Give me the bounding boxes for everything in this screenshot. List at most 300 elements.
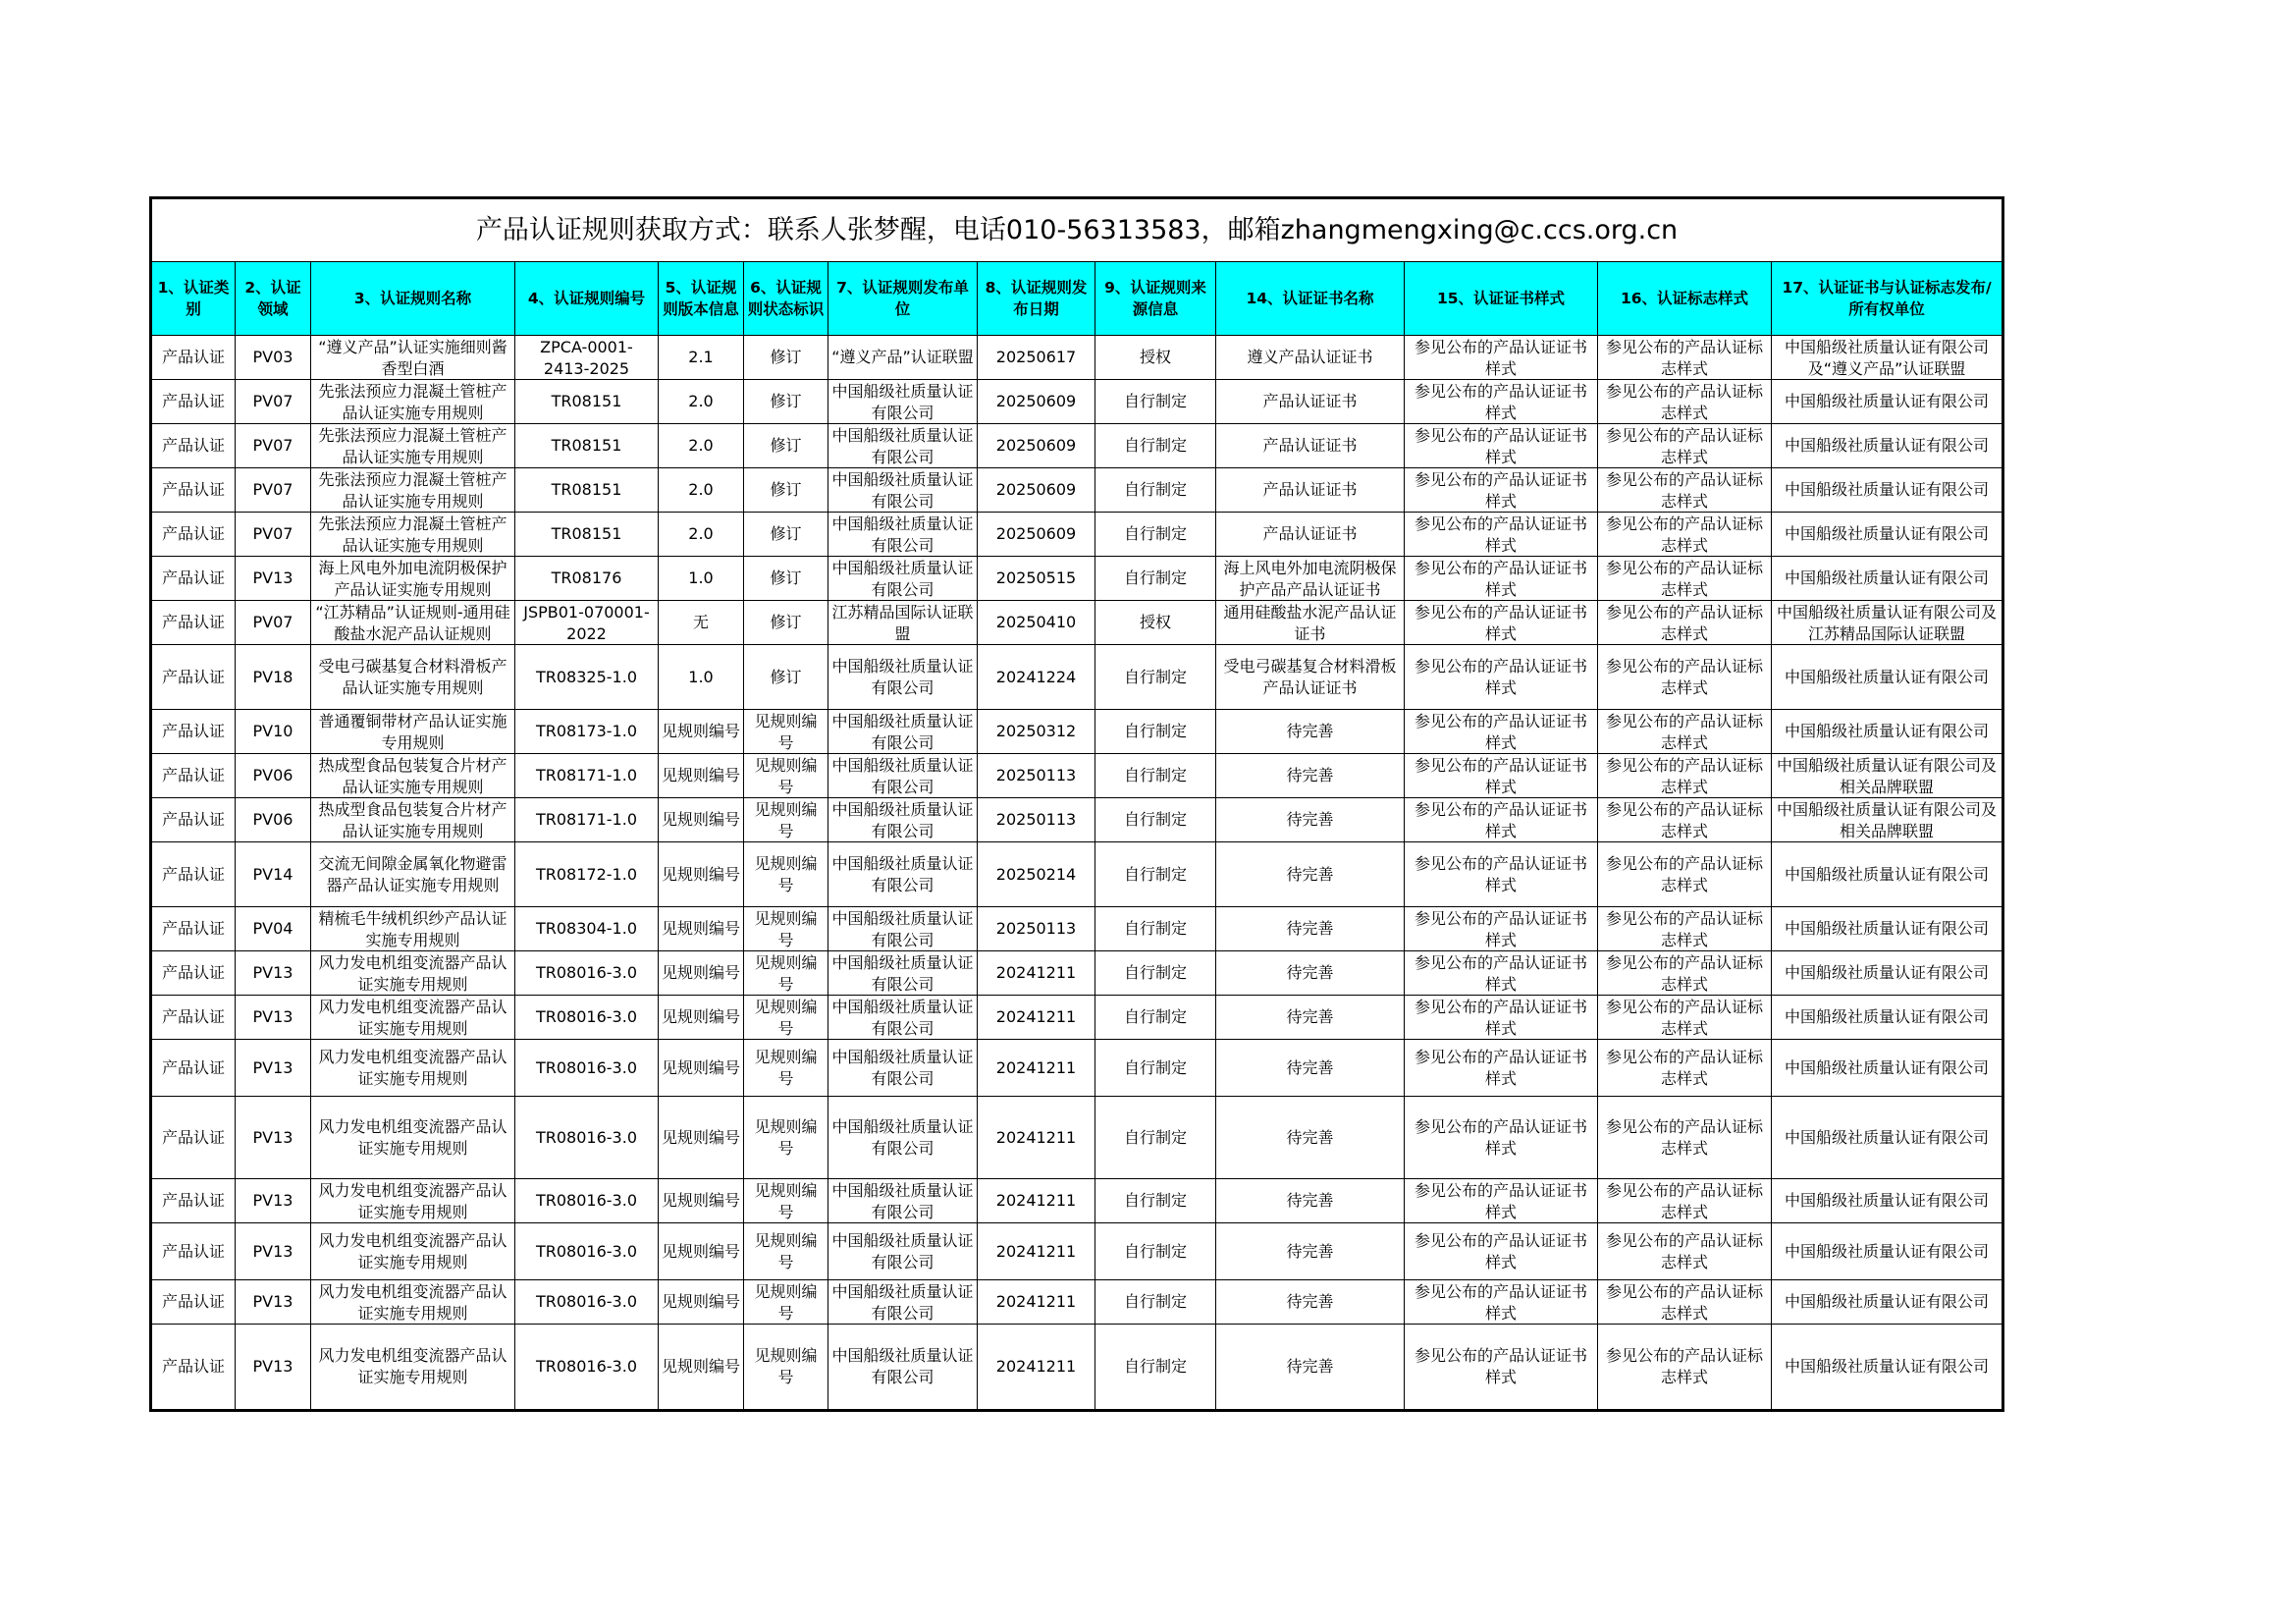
cell-category [151, 1097, 236, 1179]
cell-rule-number [515, 951, 659, 996]
cell-owner [1772, 798, 2003, 842]
cell-field [236, 907, 311, 951]
cell-status [744, 1223, 828, 1280]
cell-text: 产品认证 [161, 1057, 225, 1077]
table-row [151, 645, 2003, 710]
cell-text: 中国船级社质量认证有限公司 [1785, 1241, 1990, 1261]
cell-version [659, 1223, 744, 1280]
cell-text: 20241211 [995, 1057, 1077, 1077]
cell-cert-style [1405, 424, 1598, 468]
cell-mark-style [1598, 1179, 1772, 1223]
cell-text: TR08172-1.0 [535, 864, 637, 884]
cell-text: 产品认证 [161, 1127, 225, 1147]
cell-text: 见规则编号 [754, 1346, 818, 1386]
cell-version [659, 336, 744, 380]
cell-cert-name [1216, 645, 1405, 710]
cell-category [151, 710, 236, 754]
cell-field [236, 513, 311, 557]
cell-cert-style [1405, 468, 1598, 513]
cell-mark-style [1598, 754, 1772, 798]
cell-text: 修订 [770, 436, 802, 455]
cell-rule-number [515, 1179, 659, 1223]
cell-field [236, 798, 311, 842]
cell-source [1095, 1280, 1216, 1325]
cell-text: 中国船级社质量认证有限公司及相关品牌联盟 [1777, 755, 1998, 796]
cell-text: 见规则编号 [662, 1292, 740, 1311]
cell-cert-name [1216, 380, 1405, 424]
cell-rule-number [515, 513, 659, 557]
cell-text: 产品认证 [161, 524, 225, 543]
cell-version [659, 1280, 744, 1325]
cell-text: 待完善 [1286, 1241, 1334, 1261]
table-row [151, 601, 2003, 645]
cell-cert-name [1216, 601, 1405, 645]
cell-text: TR08176 [551, 568, 622, 587]
cell-text: 参见公布的产品认证证书样式 [1414, 1116, 1587, 1158]
cell-publisher [828, 380, 978, 424]
cell-cert-style [1405, 513, 1598, 557]
cell-mark-style [1598, 468, 1772, 513]
cell-text: 20250609 [995, 392, 1077, 410]
cell-version [659, 380, 744, 424]
table-row [151, 1280, 2003, 1325]
cell-text: 参见公布的产品认证标志样式 [1605, 558, 1763, 599]
cell-status [744, 645, 828, 710]
cell-category [151, 1179, 236, 1223]
cell-version [659, 1040, 744, 1097]
cell-rule-name [311, 1179, 515, 1223]
cell-publish-date [978, 754, 1095, 798]
cell-text: 中国船级社质量认证有限公司 [831, 1346, 974, 1386]
table-row [151, 842, 2003, 907]
cell-status [744, 1280, 828, 1325]
cell-publish-date [978, 996, 1095, 1040]
cell-text: PV13 [252, 1007, 294, 1026]
cell-status [744, 336, 828, 380]
cell-version [659, 842, 744, 907]
cell-text: 自行制定 [1123, 810, 1187, 829]
cell-text: 参见公布的产品认证标志样式 [1605, 514, 1763, 555]
cell-field [236, 842, 311, 907]
header-publisher: 7、认证规则发布单位 [828, 262, 978, 336]
cell-publisher [828, 710, 978, 754]
cell-text: 20250515 [995, 568, 1077, 587]
cell-text: 参见公布的产品认证证书样式 [1414, 425, 1587, 466]
cell-text: 中国船级社质量认证有限公司 [1785, 568, 1990, 587]
header-version: 5、认证规则版本信息 [659, 262, 744, 336]
cell-text: 风力发电机组变流器产品认证实施专用规则 [318, 1281, 507, 1323]
cell-owner [1772, 380, 2003, 424]
cell-text: 产品认证 [161, 1191, 225, 1210]
cell-text: 参见公布的产品认证证书样式 [1414, 1230, 1587, 1271]
cell-rule-name [311, 710, 515, 754]
cell-cert-name [1216, 710, 1405, 754]
cell-publish-date [978, 513, 1095, 557]
cell-cert-name [1216, 1179, 1405, 1223]
cell-text: 自行制定 [1123, 1241, 1187, 1261]
cell-text: 见规则编号 [662, 1191, 740, 1210]
cell-publish-date [978, 710, 1095, 754]
cell-version [659, 645, 744, 710]
cell-rule-number [515, 336, 659, 380]
cell-text: 自行制定 [1123, 480, 1187, 499]
cell-text: 风力发电机组变流器产品认证实施专用规则 [318, 997, 507, 1038]
cell-text: 参见公布的产品认证证书样式 [1414, 1047, 1587, 1088]
cell-text: 修订 [770, 524, 802, 543]
cell-mark-style [1598, 380, 1772, 424]
cell-text: 中国船级社质量认证有限公司 [1785, 1127, 1990, 1147]
cell-text: TR08151 [551, 436, 622, 455]
cell-field [236, 1097, 311, 1179]
table-row [151, 336, 2003, 380]
cell-text: 风力发电机组变流器产品认证实施专用规则 [318, 952, 507, 994]
cell-text: 中国船级社质量认证有限公司及相关品牌联盟 [1777, 799, 1998, 840]
cell-text: 修订 [770, 568, 802, 587]
cell-publish-date [978, 424, 1095, 468]
cell-rule-name [311, 601, 515, 645]
cell-text: 产品认证 [161, 613, 225, 631]
cell-text: PV13 [252, 963, 294, 982]
cell-text: TR08151 [551, 524, 622, 543]
cell-text: 中国船级社质量认证有限公司 [831, 755, 974, 796]
cell-text: 精梳毛牛绒机织纱产品认证实施专用规则 [318, 908, 507, 949]
table-row [151, 798, 2003, 842]
cell-text: 20241211 [995, 1127, 1077, 1147]
cell-text: 中国船级社质量认证有限公司 [831, 1281, 974, 1323]
cell-source [1095, 557, 1216, 601]
cell-owner [1772, 996, 2003, 1040]
header-cert-style: 15、认证证书样式 [1405, 262, 1598, 336]
cell-mark-style [1598, 951, 1772, 996]
header-rule-number: 4、认证规则编号 [515, 262, 659, 336]
cell-rule-name [311, 380, 515, 424]
cell-text: 待完善 [1286, 1357, 1334, 1376]
cell-text: 见规则编号 [754, 1180, 818, 1221]
cell-status [744, 380, 828, 424]
cell-publisher [828, 557, 978, 601]
cell-publisher [828, 513, 978, 557]
cell-source [1095, 645, 1216, 710]
cell-text: 无 [692, 613, 709, 631]
cell-mark-style [1598, 557, 1772, 601]
cell-text: PV13 [252, 1127, 294, 1147]
cell-text: 产品认证 [161, 667, 225, 686]
cell-text: 参见公布的产品认证证书样式 [1414, 514, 1587, 555]
cell-text: 授权 [1139, 613, 1171, 631]
cell-publish-date [978, 1325, 1095, 1411]
cell-category [151, 468, 236, 513]
cell-text: 自行制定 [1123, 1357, 1187, 1376]
cell-text: 见规则编号 [754, 1281, 818, 1323]
cell-text: 参见公布的产品认证标志样式 [1605, 755, 1763, 796]
cell-cert-style [1405, 907, 1598, 951]
cell-text: TR08016-3.0 [535, 1007, 637, 1026]
cell-cert-style [1405, 951, 1598, 996]
cell-publish-date [978, 951, 1095, 996]
cell-text: 20250113 [995, 810, 1077, 829]
cell-publisher [828, 842, 978, 907]
cell-owner [1772, 601, 2003, 645]
cell-text: 待完善 [1286, 766, 1334, 784]
cell-field [236, 336, 311, 380]
cell-text: TR08016-3.0 [535, 1241, 637, 1261]
cell-source [1095, 951, 1216, 996]
cell-owner [1772, 754, 2003, 798]
cell-text: 风力发电机组变流器产品认证实施专用规则 [318, 1116, 507, 1158]
cell-text: 1.0 [688, 667, 714, 686]
cell-text: 见规则编号 [662, 766, 740, 784]
cell-category [151, 557, 236, 601]
cell-text: 参见公布的产品认证证书样式 [1414, 381, 1587, 422]
cell-cert-style [1405, 798, 1598, 842]
cell-mark-style [1598, 513, 1772, 557]
cell-cert-name [1216, 907, 1405, 951]
cell-version [659, 754, 744, 798]
cell-text: 产品认证证书 [1262, 436, 1358, 455]
cell-text: 修订 [770, 480, 802, 499]
cell-source [1095, 336, 1216, 380]
cell-text: 见规则编号 [754, 799, 818, 840]
cell-text: 20250609 [995, 436, 1077, 455]
cell-rule-name [311, 842, 515, 907]
cell-text: 自行制定 [1123, 524, 1187, 543]
cell-owner [1772, 645, 2003, 710]
cell-text: TR08325-1.0 [535, 667, 637, 686]
cell-category [151, 1325, 236, 1411]
cell-field [236, 557, 311, 601]
cell-rule-number [515, 1223, 659, 1280]
cell-text: 海上风电外加电流阴极保护产品认证实施专用规则 [318, 558, 507, 599]
cell-text: TR08016-3.0 [535, 1057, 637, 1077]
cell-text: 参见公布的产品认证证书样式 [1414, 755, 1587, 796]
cell-owner [1772, 424, 2003, 468]
cell-text: PV13 [252, 1057, 294, 1077]
cell-text: 见规则编号 [754, 908, 818, 949]
cell-text: TR08151 [551, 480, 622, 499]
cell-owner [1772, 1325, 2003, 1411]
cell-rule-name [311, 907, 515, 951]
cell-mark-style [1598, 1097, 1772, 1179]
cell-field [236, 1280, 311, 1325]
header-publish-date: 8、认证规则发布日期 [978, 262, 1095, 336]
cell-mark-style [1598, 1223, 1772, 1280]
cell-text: 参见公布的产品认证标志样式 [1605, 1230, 1763, 1271]
cell-owner [1772, 513, 2003, 557]
cell-status [744, 710, 828, 754]
cell-owner [1772, 907, 2003, 951]
cell-text: 见规则编号 [754, 997, 818, 1038]
cell-cert-name [1216, 1097, 1405, 1179]
cell-source [1095, 1325, 1216, 1411]
cell-status [744, 1179, 828, 1223]
cell-text: 中国船级社质量认证有限公司 [831, 469, 974, 511]
cell-text: 自行制定 [1123, 1191, 1187, 1210]
cell-version [659, 513, 744, 557]
cell-source [1095, 1097, 1216, 1179]
cell-text: 中国船级社质量认证有限公司 [831, 952, 974, 994]
cell-mark-style [1598, 601, 1772, 645]
cell-text: 中国船级社质量认证有限公司 [831, 656, 974, 697]
cell-rule-number [515, 754, 659, 798]
cell-publisher [828, 754, 978, 798]
cell-publisher [828, 601, 978, 645]
cell-mark-style [1598, 1040, 1772, 1097]
cell-text: 中国船级社质量认证有限公司 [831, 799, 974, 840]
cell-text: 参见公布的产品认证证书样式 [1414, 469, 1587, 511]
cell-category [151, 754, 236, 798]
cell-category [151, 951, 236, 996]
cell-status [744, 1040, 828, 1097]
cell-text: 见规则编号 [662, 963, 740, 982]
cell-text: 待完善 [1286, 864, 1334, 884]
cell-rule-name [311, 1325, 515, 1411]
cell-text: PV07 [252, 392, 294, 410]
cell-text: 中国船级社质量认证有限公司 [831, 1047, 974, 1088]
cell-rule-number [515, 798, 659, 842]
cell-rule-name [311, 1223, 515, 1280]
cell-text: 待完善 [1286, 1127, 1334, 1147]
cell-text: 待完善 [1286, 722, 1334, 740]
cell-cert-name [1216, 1325, 1405, 1411]
cell-cert-name [1216, 951, 1405, 996]
cell-rule-name [311, 1040, 515, 1097]
cell-status [744, 798, 828, 842]
cell-text: 见规则编号 [662, 722, 740, 740]
cell-version [659, 710, 744, 754]
cell-text: 见规则编号 [662, 810, 740, 829]
cell-cert-style [1405, 1179, 1598, 1223]
cell-text: 参见公布的产品认证标志样式 [1605, 997, 1763, 1038]
cell-text: 中国船级社质量认证有限公司及江苏精品国际认证联盟 [1777, 602, 1998, 643]
cell-text: 参见公布的产品认证标志样式 [1605, 1180, 1763, 1221]
cell-rule-name [311, 336, 515, 380]
cell-text: 先张法预应力混凝土管桩产品认证实施专用规则 [318, 425, 507, 466]
cell-cert-style [1405, 336, 1598, 380]
cell-text: 热成型食品包装复合片材产品认证实施专用规则 [318, 755, 507, 796]
cell-publish-date [978, 1097, 1095, 1179]
cell-publish-date [978, 907, 1095, 951]
cell-rule-number [515, 1040, 659, 1097]
cell-text: 通用硅酸盐水泥产品认证证书 [1223, 602, 1397, 643]
cell-text: TR08171-1.0 [535, 766, 637, 784]
cell-publish-date [978, 1040, 1095, 1097]
table-row [151, 1097, 2003, 1179]
cell-category [151, 380, 236, 424]
cell-text: 20250113 [995, 919, 1077, 938]
header-rule-name: 3、认证规则名称 [311, 262, 515, 336]
cell-text: 产品认证 [161, 864, 225, 884]
cell-text: 遵义产品认证证书 [1247, 348, 1373, 366]
cell-text: 产品认证 [161, 568, 225, 587]
cell-text: PV07 [252, 613, 294, 631]
cell-status [744, 601, 828, 645]
cell-text: 中国船级社质量认证有限公司 [1785, 392, 1990, 410]
cell-category [151, 798, 236, 842]
cell-text: 产品认证 [161, 348, 225, 366]
cell-publish-date [978, 645, 1095, 710]
table-row [151, 754, 2003, 798]
cell-text: 中国船级社质量认证有限公司 [1785, 919, 1990, 938]
cell-field [236, 601, 311, 645]
cell-text: 受电弓碳基复合材料滑板产品认证证书 [1223, 656, 1397, 697]
table-row [151, 996, 2003, 1040]
header-category: 1、认证类别 [151, 262, 236, 336]
cell-cert-name [1216, 513, 1405, 557]
cell-cert-style [1405, 1097, 1598, 1179]
cell-text: 20241211 [995, 1241, 1077, 1261]
cell-field [236, 380, 311, 424]
table-row [151, 1325, 2003, 1411]
cell-publisher [828, 336, 978, 380]
cell-text: ZPCA-0001-2413-2025 [540, 337, 633, 378]
cell-text: 受电弓碳基复合材料滑板产品认证实施专用规则 [318, 656, 507, 697]
cell-text: 见规则编号 [662, 919, 740, 938]
cell-text: 普通覆铜带材产品认证实施专用规则 [318, 711, 507, 752]
cell-text: 参见公布的产品认证证书样式 [1414, 1346, 1587, 1386]
cell-text: TR08016-3.0 [535, 1127, 637, 1147]
cell-cert-style [1405, 1223, 1598, 1280]
cell-cert-name [1216, 557, 1405, 601]
cell-category [151, 842, 236, 907]
cell-source [1095, 1179, 1216, 1223]
cell-text: 中国船级社质量认证有限公司 [831, 853, 974, 894]
cell-cert-style [1405, 557, 1598, 601]
cell-text: TR08016-3.0 [535, 1292, 637, 1311]
cell-text: 2.0 [688, 524, 714, 543]
cell-text: 中国船级社质量认证有限公司 [831, 997, 974, 1038]
cell-text: 中国船级社质量认证有限公司 [1785, 963, 1990, 982]
cell-text: 产品认证 [161, 766, 225, 784]
cell-text: PV07 [252, 480, 294, 499]
cell-text: 20241211 [995, 1191, 1077, 1210]
cell-publish-date [978, 601, 1095, 645]
cell-text: 参见公布的产品认证标志样式 [1605, 952, 1763, 994]
cell-rule-name [311, 1097, 515, 1179]
cell-text: PV10 [252, 722, 294, 740]
table-body [151, 336, 2003, 1411]
cell-text: TR08016-3.0 [535, 1191, 637, 1210]
cell-text: TR08304-1.0 [535, 919, 637, 938]
cell-text: 中国船级社质量认证有限公司 [1785, 1057, 1990, 1077]
cell-text: 见规则编号 [662, 1241, 740, 1261]
cell-publish-date [978, 1280, 1095, 1325]
cell-text: 待完善 [1286, 963, 1334, 982]
cell-text: 参见公布的产品认证证书样式 [1414, 711, 1587, 752]
cell-text: 自行制定 [1123, 919, 1187, 938]
cell-rule-number [515, 907, 659, 951]
cell-text: PV18 [252, 667, 294, 686]
cell-cert-name [1216, 1223, 1405, 1280]
table-row [151, 1040, 2003, 1097]
table-row [151, 513, 2003, 557]
cell-text: TR08151 [551, 392, 622, 410]
cell-cert-name [1216, 1040, 1405, 1097]
cell-publisher [828, 424, 978, 468]
cell-text: 20241211 [995, 963, 1077, 982]
cell-text: “遵义产品”认证实施细则酱香型白酒 [318, 337, 507, 378]
cell-text: 参见公布的产品认证标志样式 [1605, 711, 1763, 752]
header-status: 6、认证规则状态标识 [744, 262, 828, 336]
cell-text: 产品认证 [161, 722, 225, 740]
cell-status [744, 1097, 828, 1179]
cell-text: 20241211 [995, 1007, 1077, 1026]
cell-cert-style [1405, 996, 1598, 1040]
cell-category [151, 1040, 236, 1097]
cell-field [236, 1179, 311, 1223]
cell-publish-date [978, 380, 1095, 424]
cell-text: 自行制定 [1123, 1057, 1187, 1077]
cell-text: 修订 [770, 613, 802, 631]
